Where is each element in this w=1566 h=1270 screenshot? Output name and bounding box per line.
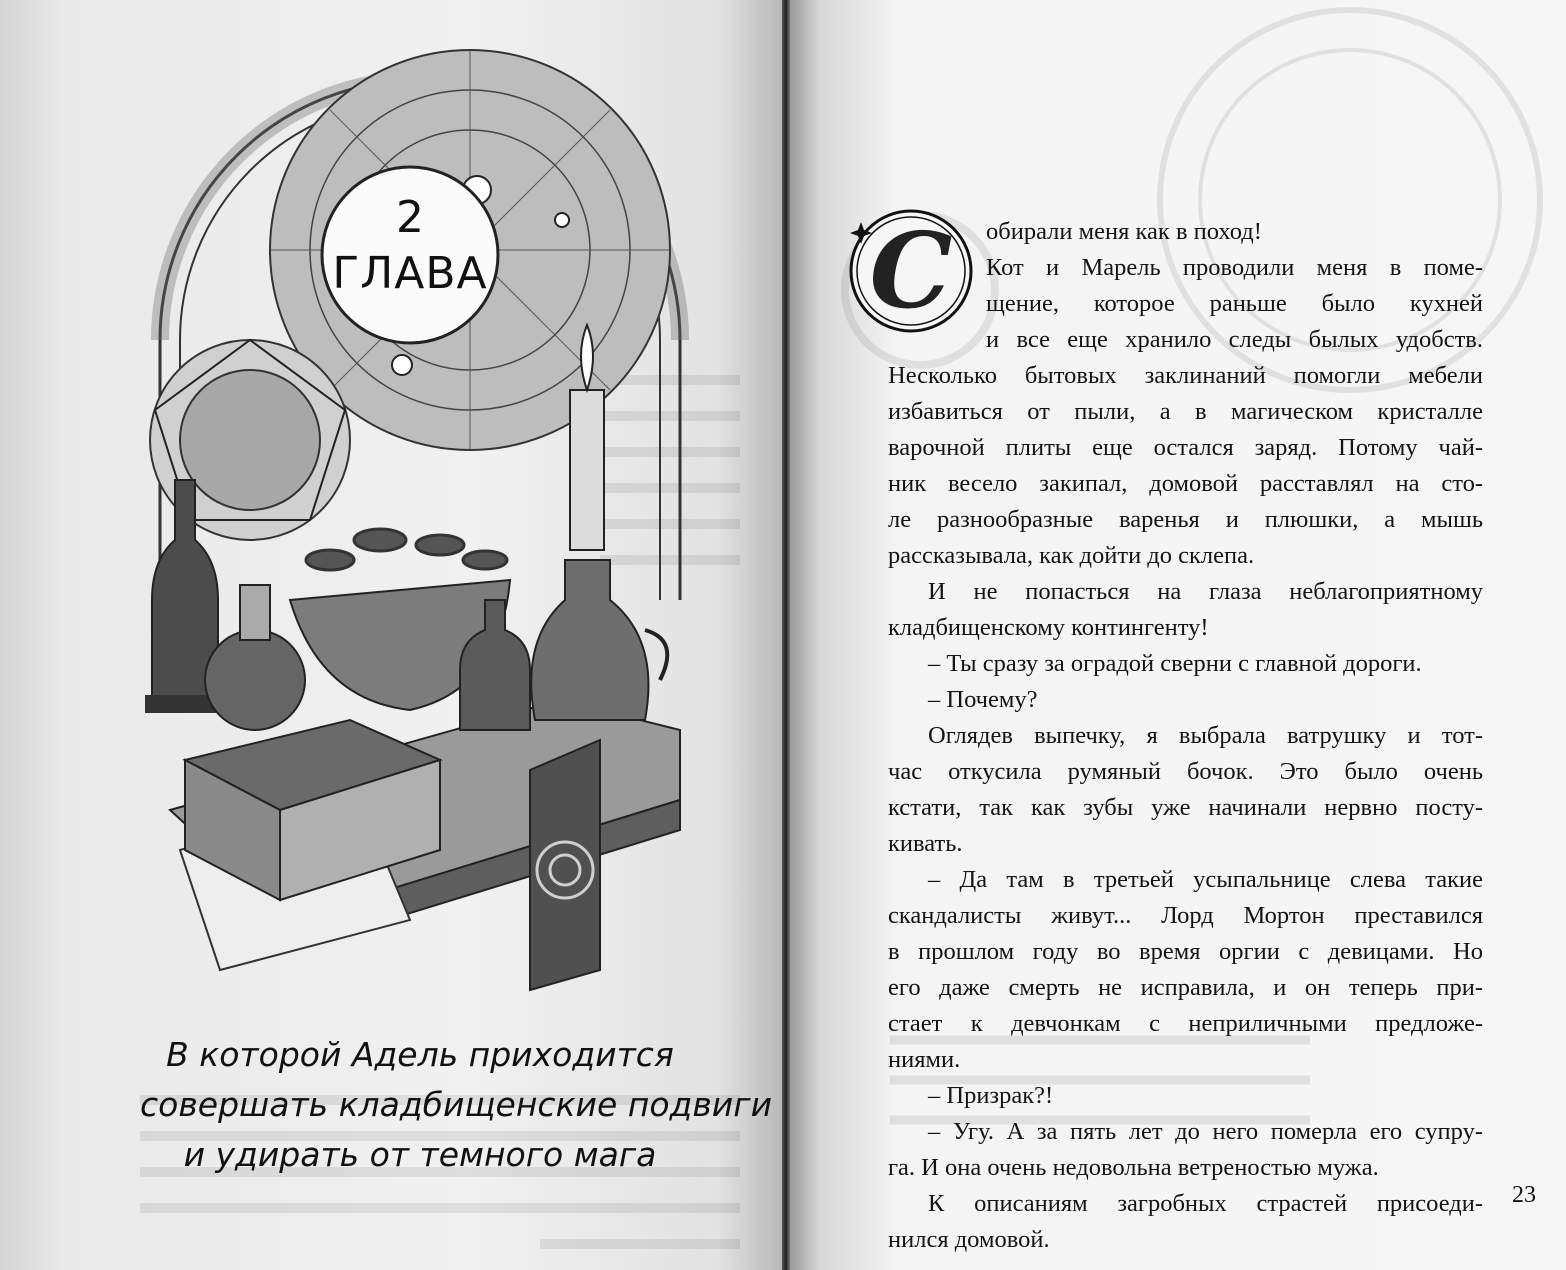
text-line: рассказывала, как дойти до склепа. (888, 542, 1255, 569)
subtitle-line: совершать кладбищенские подвиги (140, 1085, 773, 1124)
chapter-number: 2 (396, 192, 424, 243)
text-line: И не попасться на глаза неблагоприятному (928, 578, 1483, 605)
chapter-subtitle (140, 1030, 773, 1180)
text-line: – Угу. А за пять лет до него померла его супру- (928, 1118, 1483, 1145)
book-spine (782, 0, 790, 1270)
text-line: его даже смерть не исправила, и он теперь при- (888, 974, 1483, 1001)
text-line: ниями. (888, 1046, 961, 1073)
text-line: кстати, так как зубы уже начинали нервно посту- (888, 794, 1483, 821)
text-line: нился домовой. (888, 1226, 1050, 1253)
chapter-heading (325, 170, 495, 340)
text-line: – Призрак?! (928, 1082, 1054, 1109)
text-line: га. И она очень недовольна ветреностью мужа. (888, 1154, 1379, 1181)
text-line: К описаниям загробных страстей присоеди- (928, 1190, 1483, 1217)
text-line: Оглядев выпечку, я выбрала ватрушку и тот- (928, 722, 1483, 749)
text-line: и все еще хранило следы былых удобств. (986, 326, 1483, 353)
body-text (888, 214, 1483, 1258)
text-line: стает к девчонкам с неприличными предложе- (888, 1010, 1483, 1037)
chapter-word: ГЛАВА (332, 248, 488, 299)
text-line: щение, которое раньше было кухней (986, 290, 1483, 317)
page-number: 23 (1512, 1182, 1536, 1208)
text-line: варочной плиты еще остался заряд. Потому чай- (888, 434, 1483, 461)
subtitle-line: и удирать от темного мага (183, 1135, 657, 1174)
text-line: – Почему? (928, 686, 1038, 713)
text-line: кладбищенскому контингенту! (888, 614, 1209, 641)
left-page (0, 0, 782, 1270)
text-line: избавиться от пыли, а в магическом кристалле (888, 398, 1483, 425)
text-line: скандалисты живут... Лорд Мортон преставился (888, 902, 1483, 929)
dropcap-letter: С (869, 209, 953, 332)
text-line: ле разнообразные варенья и плюшки, а мышь (888, 506, 1483, 533)
text-line: Кот и Марель проводили меня в поме- (986, 254, 1483, 281)
text-line: час откусила румяный бочок. Это было очень (888, 758, 1483, 785)
text-line: – Да там в третьей усыпальнице слева такие (928, 866, 1483, 893)
subtitle-line: В которой Адель приходится (166, 1035, 674, 1074)
text-line: – Ты сразу за оградой сверни с главной дороги. (928, 650, 1422, 677)
text-line: в прошлом году во время оргии с девицами. Но (888, 938, 1483, 965)
text-line: ник весело закипал, домовой расставлял на сто- (888, 470, 1483, 497)
text-line: обирали меня как в поход! (986, 218, 1262, 245)
text-line: кивать. (888, 830, 963, 857)
text-line: Несколько бытовых заклинаний помогли мебели (888, 362, 1483, 389)
